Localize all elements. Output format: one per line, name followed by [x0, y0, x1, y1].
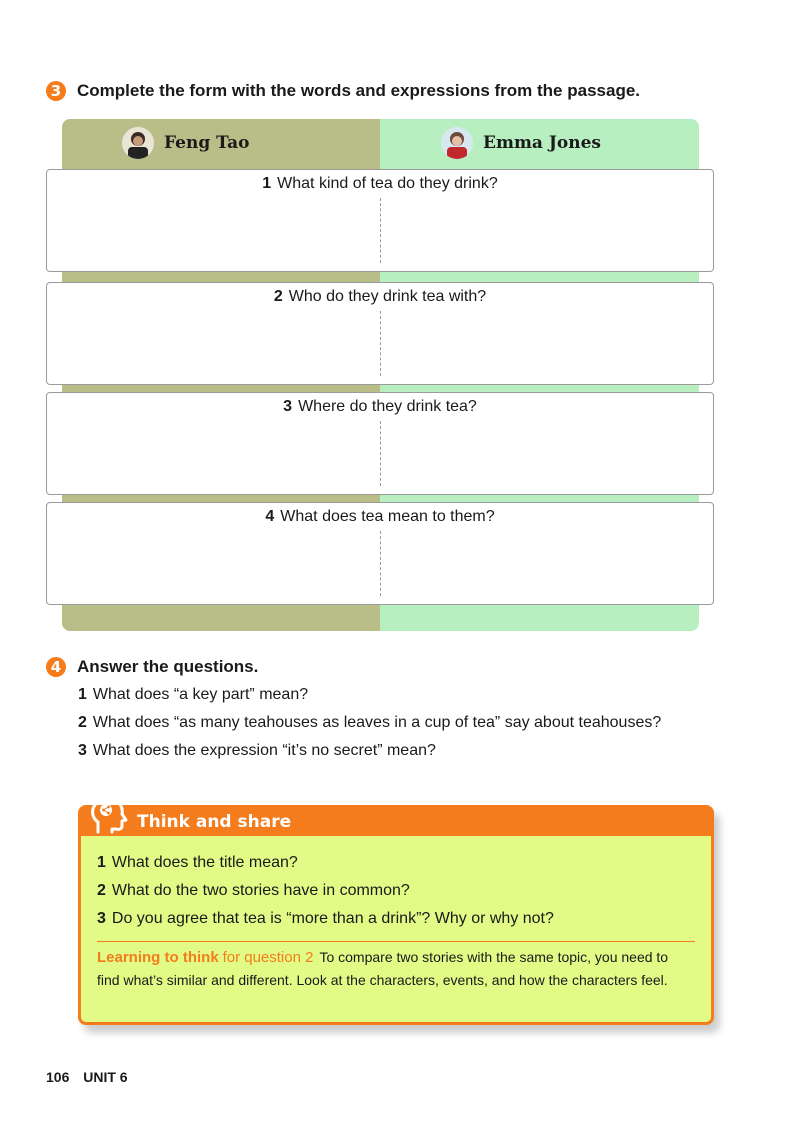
- think-question-2: 2 What do the two stories have in common?: [97, 882, 410, 899]
- exercise-4-badge: 4: [46, 657, 66, 677]
- form-row-1[interactable]: [46, 169, 714, 272]
- form-question-1: 1 What kind of tea do they drink?: [262, 175, 498, 192]
- emma-jones-header: [441, 124, 601, 162]
- form-row-3[interactable]: [46, 392, 714, 495]
- column-divider: [380, 311, 381, 376]
- column-divider: [380, 198, 381, 263]
- exercise-4-question-3: 3 What does the expression “it’s no secret” mean?: [78, 742, 436, 759]
- form-row-2[interactable]: [46, 282, 714, 385]
- form-question-4: 4 What does tea mean to them?: [265, 508, 495, 525]
- emma-jones-name: Emma Jones: [483, 133, 601, 153]
- exercise-3-badge: 3: [46, 81, 66, 101]
- form-question-3: 3 Where do they drink tea?: [283, 398, 477, 415]
- column-divider: [380, 421, 381, 486]
- girl-photo-icon: [441, 127, 473, 159]
- boy-photo-icon: [122, 127, 154, 159]
- unit-label: UNIT 6: [83, 1069, 128, 1085]
- think-question-3: 3 Do you agree that tea is “more than a drink”? Why or why not?: [97, 910, 554, 927]
- think-and-share-title: Think and share: [137, 812, 292, 832]
- column-divider: [380, 531, 381, 596]
- learning-to-think-note: Learning to think for question 2 To compare two stories with the same topic, you need to find what’s similar and different. Look at the characters, events, and how the characters feel.: [97, 949, 669, 988]
- think-and-share-card: [78, 805, 714, 1025]
- exercise-4-question-1: 1 What does “a key part” mean?: [78, 686, 309, 703]
- feng-tao-name: Feng Tao: [164, 133, 250, 153]
- feng-tao-header: [122, 124, 250, 162]
- exercise-4-question-2: 2 What does “as many teahouses as leaves in a cup of tea” say about teahouses?: [78, 714, 662, 731]
- form-question-2: 2 Who do they drink tea with?: [273, 288, 487, 305]
- head-share-icon: [88, 796, 132, 836]
- think-question-1: 1 What does the title mean?: [97, 854, 298, 871]
- form-row-4[interactable]: [46, 502, 714, 605]
- think-divider: [97, 941, 695, 942]
- exercise-4-instruction: Answer the questions.: [77, 657, 259, 676]
- exercise-3-instruction: Complete the form with the words and expressions from the passage.: [77, 81, 641, 100]
- page-number: 106: [46, 1069, 70, 1085]
- page-footer: [46, 1069, 128, 1085]
